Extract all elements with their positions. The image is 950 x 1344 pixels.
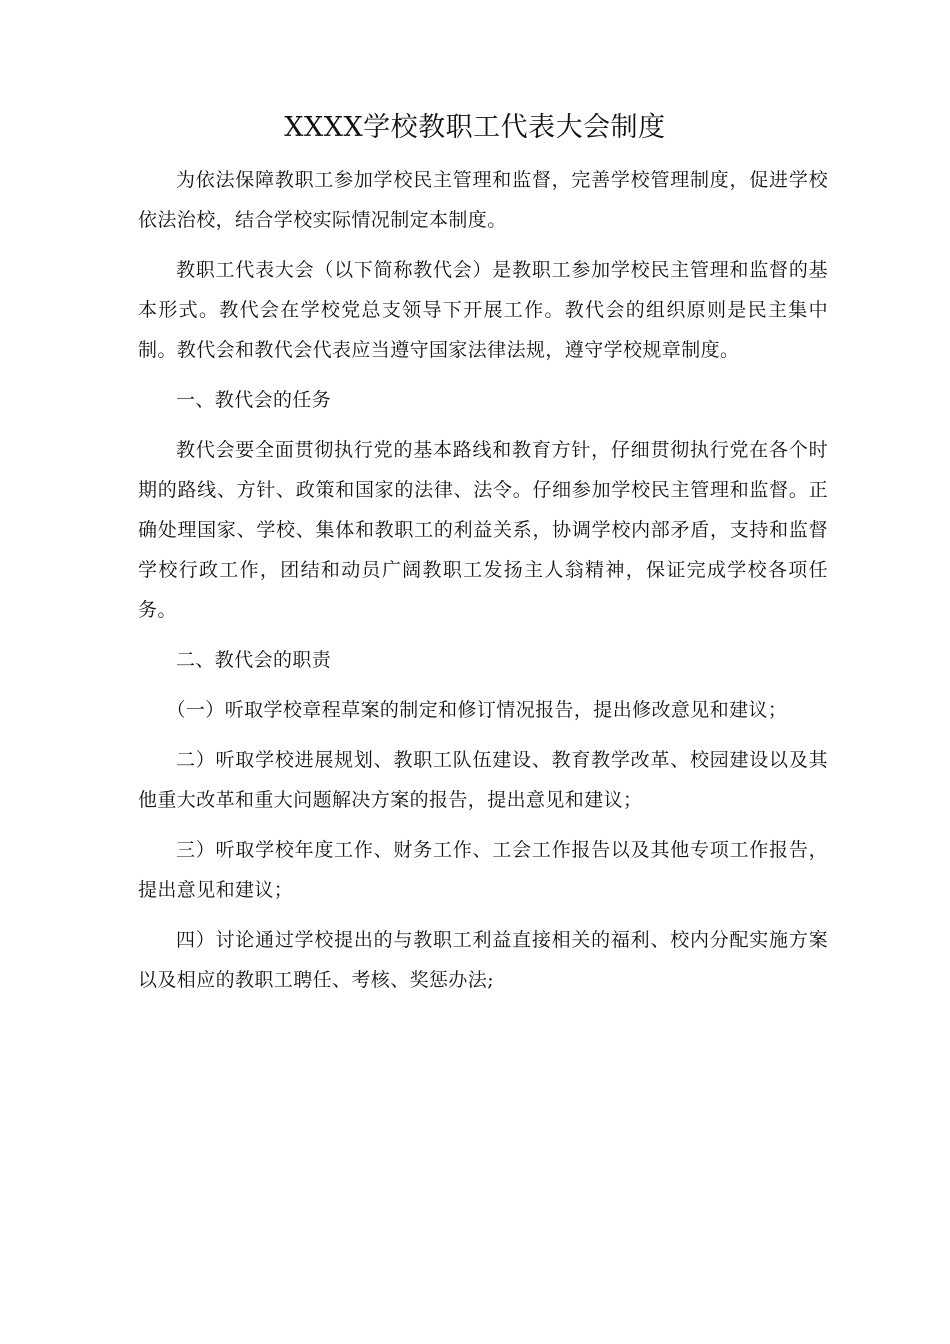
duty-item-2: 二）听取学校进展规划、教职工队伍建设、教育教学改革、校园建设以及其他重大改革和重大问题解决方案的报告，提出意见和建议； (138, 749, 828, 811)
section-heading-duties: 二、教代会的职责 (176, 649, 332, 671)
paragraph-definition: 教职工代表大会（以下简称教代会）是教职工参加学校民主管理和监督的基本形式。教代会在学校党总支领导下开展工作。教代会的组织原则是民主集中制。教代会和教代会代表应当遵守国家法律法规，遵守学校规章制度。 (138, 259, 828, 361)
duty-item-1: （一）听取学校章程草案的制定和修订情况报告，提出修改意见和建议； (166, 699, 788, 721)
duty-item-3: 三）听取学校年度工作、财务工作、工会工作报告以及其他专项工作报告，提出意见和建议； (138, 839, 828, 901)
document-title: XXXX学校教职工代表大会制度 (284, 112, 666, 143)
document-body (138, 160, 828, 1010)
paragraph-intro: 为依法保障教职工参加学校民主管理和监督，完善学校管理制度，促进学校依法治校，结合学校实际情况制定本制度。 (138, 169, 828, 231)
paragraph-tasks: 教代会要全面贯彻执行党的基本路线和教育方针，仔细贯彻执行党在各个时期的路线、方针、政策和国家的法律、法令。仔细参加学校民主管理和监督。正确处理国家、学校、集体和教职工的利益关系，协调学校内部矛盾，支持和监督学校行政工作，团结和动员广阔教职工发扬主人翁精神，保证完成学校各项任务。 (138, 439, 828, 621)
duty-item-4: 四）讨论通过学校提出的与教职工利益直接相关的福利、校内分配实施方案以及相应的教职工聘任、考核、奖惩办法; (138, 929, 828, 991)
section-heading-tasks: 一、教代会的任务 (176, 389, 332, 411)
